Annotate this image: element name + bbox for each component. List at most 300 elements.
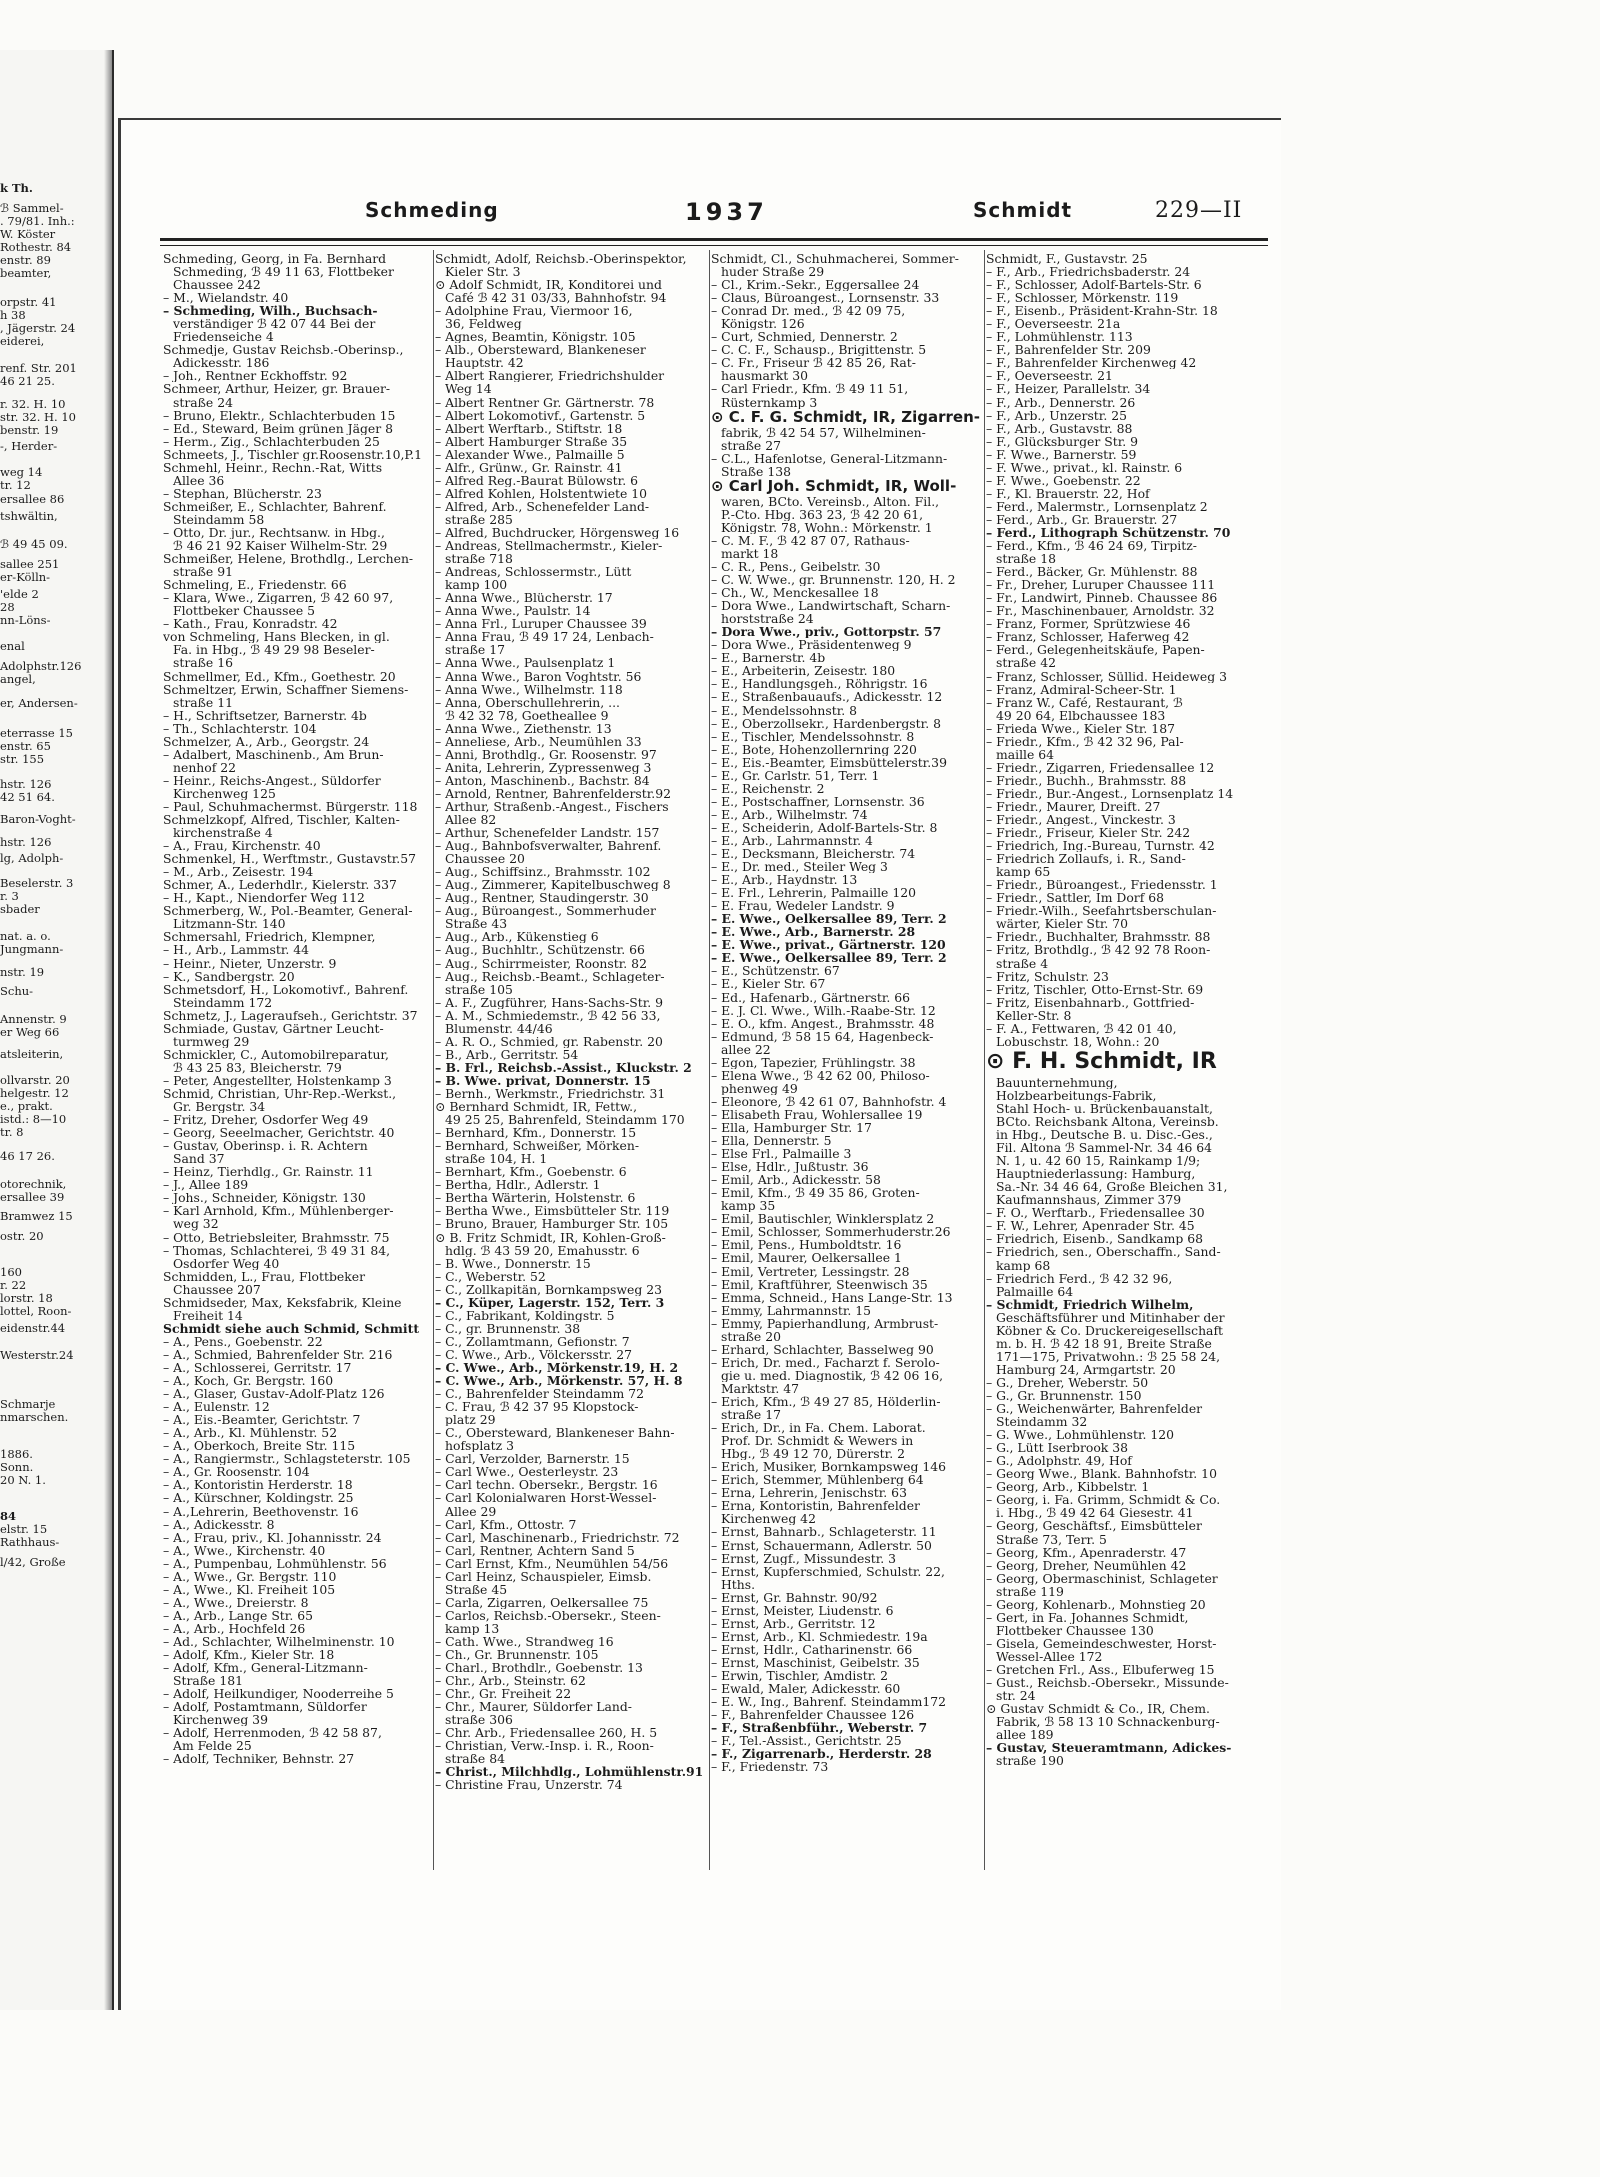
left-page-fragment: tr. 8: [0, 1125, 24, 1139]
column-3: [711, 252, 983, 1773]
directory-entry-line: – Alb., Obersteward, Blankeneser: [435, 343, 646, 357]
left-page-fragment: weg 14: [0, 465, 43, 479]
directory-entry-line: m. b. H. ℬ 42 18 91, Breite Straße: [996, 1336, 1212, 1350]
directory-entry-line: – Christian, Verw.-Insp. i. R., Roon-: [435, 1739, 654, 1753]
directory-entry-line: – E., Decksmann, Bleicherstr. 74: [711, 847, 916, 861]
left-page-fragment: lg, Adolph-: [0, 851, 64, 865]
directory-entry-line: – Andreas, Schlossermstr., Lütt: [435, 565, 632, 579]
directory-entry-line: – E. W., Ing., Bahrenf. Steindamm172: [711, 1695, 947, 1709]
directory-entry-line: – Heinr., Nieter, Unzerstr. 9: [163, 956, 337, 970]
directory-entry-line: turmweg 29: [173, 1034, 250, 1048]
directory-entry-line: weg 32: [173, 1217, 219, 1231]
directory-entry-line: – A., Schlosserei, Gerritstr. 17: [163, 1360, 352, 1375]
directory-entry-line: – Adolf, Kfm., Kieler Str. 18: [163, 1648, 335, 1662]
left-page-fragment: ℬ 49 45 09.: [0, 537, 68, 551]
directory-entry-line: – Anna Wwe., Ziethenstr. 13: [435, 721, 612, 735]
directory-entry-line: – Chr., Maurer, Süldorfer Land-: [435, 1700, 632, 1714]
directory-entry-line: – A., Arb., Lange Str. 65: [163, 1608, 313, 1622]
directory-entry-line: – F., Schlosser, Adolf-Bartels-Str. 6: [986, 278, 1202, 292]
directory-entry-line: in Hbg., Deutsche B. u. Disc.-Ges.,: [996, 1128, 1213, 1142]
directory-entry-line: – A. F., Zugführer, Hans-Sachs-Str. 9: [435, 995, 664, 1009]
directory-entry-line: – Carl, Verzolder, Barnerstr. 15: [435, 1452, 630, 1466]
directory-entry-line: – Anni, Brothdlg., Gr. Roosenstr. 97: [435, 747, 657, 761]
left-page-fragment: helgestr. 12: [0, 1086, 69, 1100]
left-page-fragment: benstr. 19: [0, 423, 59, 437]
directory-entry-line: – Anita, Lehrerin, Zypressenweg 3: [435, 760, 652, 774]
directory-entry-line: – Friedrich Ferd., ℬ 42 32 96,: [986, 1271, 1173, 1285]
directory-entry-line: Marktstr. 47: [721, 1381, 800, 1395]
directory-entry-line: – J., Allee 189: [163, 1178, 249, 1192]
left-page-fragment: lorstr. 18: [0, 1291, 53, 1305]
directory-entry-line: – Curt, Schmied, Dennerstr. 2: [711, 330, 898, 344]
directory-entry-line: straße 718: [445, 552, 513, 566]
directory-entry-line: hofsplatz 3: [445, 1439, 514, 1453]
directory-entry-line: – C. M. F., ℬ 42 87 07, Rathaus-: [711, 533, 910, 547]
directory-entry-line: – Ch., W., Menckesallee 18: [711, 586, 879, 600]
directory-entry-line: Weg 14: [445, 382, 492, 396]
directory-entry-line: kamp 65: [996, 865, 1051, 879]
directory-entry-line: – Agnes, Beamtin, Königstr. 105: [435, 330, 636, 344]
left-page-fragment: nat. a. o.: [0, 929, 51, 943]
directory-entry-line: Chaussee 242: [173, 278, 261, 292]
directory-entry-line: horststraße 24: [721, 612, 814, 626]
directory-entry-line: – G., Adolphstr. 49, Hof: [986, 1454, 1132, 1468]
directory-entry-line: straße 119: [996, 1584, 1064, 1598]
directory-entry-line: Schmeißer, Helene, Brothdlg., Lerchen-: [163, 552, 414, 566]
directory-entry-line: – Ernst, Zugf., Missundestr. 3: [711, 1551, 897, 1565]
directory-entry-line: – Klara, Wwe., Zigarren, ℬ 42 60 97,: [163, 591, 394, 605]
directory-entry-line: – G., Weichenwärter, Bahrenfelder: [986, 1402, 1203, 1416]
left-page-fragment: l/42, Große: [0, 1555, 66, 1569]
directory-entry-line: Schmeding, ℬ 49 11 63, Flottbeker: [173, 265, 394, 279]
directory-entry-line: – Ernst, Gr. Bahnstr. 90/92: [711, 1590, 878, 1604]
directory-entry-line: ℬ 43 25 83, Bleicherstr. 79: [173, 1060, 342, 1074]
directory-entry-line: – Albert Hamburger Straße 35: [435, 434, 628, 448]
directory-entry-line: Allee 82: [445, 813, 497, 827]
directory-entry-line: – A., Pumpenbau, Lohmühlenstr. 56: [163, 1556, 387, 1570]
directory-entry-line: straße 24: [173, 395, 233, 409]
directory-entry-line: – Carl Friedr., Kfm. ℬ 49 11 51,: [711, 382, 909, 396]
directory-entry-line: – Chr., Gr. Freiheit 22: [435, 1687, 572, 1701]
directory-entry-line: straße 4: [996, 956, 1049, 970]
directory-entry-line: – E., Barnerstr. 4b: [711, 651, 826, 665]
directory-entry-line: – Anneliese, Arb., Neumühlen 33: [435, 734, 642, 748]
directory-entry-line: – Friedrich, Ing.-Bureau, Turnstr. 42: [986, 839, 1215, 853]
directory-entry-line: Chaussee 207: [173, 1282, 261, 1296]
directory-entry-line: – A., Schmied, Bahrenfelder Str. 216: [163, 1347, 393, 1361]
directory-entry-line: – A., Oberkoch, Breite Str. 115: [163, 1439, 356, 1453]
left-page-fragment: 84: [0, 1509, 17, 1523]
directory-entry-line: – Emil, Kfm., ℬ 49 35 86, Groten-: [711, 1186, 920, 1200]
directory-entry-line: – Albert Rentner Gr. Gärtnerstr. 78: [435, 395, 655, 409]
directory-entry-line: – Erich, Dr., in Fa. Chem. Laborat.: [711, 1421, 926, 1435]
column-4: [986, 252, 1258, 1767]
directory-entry-line: straße 190: [996, 1754, 1064, 1768]
directory-entry-line: – Fr., Dreher, Luruper Chaussee 111: [986, 578, 1216, 592]
directory-entry-line: Schmenkel, H., Werftmstr., Gustavstr.57: [163, 852, 416, 866]
directory-entry-line: – E., Gr. Carlstr. 51, Terr. 1: [711, 768, 880, 782]
directory-entry-line: – Alexander Wwe., Palmaille 5: [435, 447, 625, 461]
directory-entry-line: – Alfr., Grünw., Gr. Rainstr. 41: [435, 460, 623, 474]
directory-entry-line: – Fr., Maschinenbauer, Arnoldstr. 32: [986, 604, 1215, 618]
directory-entry-line: – Anna Wwe., Blücherstr. 17: [435, 591, 613, 605]
directory-entry-line: Fabrik, ℬ 58 13 10 Schnackenburg-: [996, 1715, 1220, 1729]
directory-entry-line: – Ferd., Kfm., ℬ 46 24 69, Tirpitz-: [986, 539, 1197, 553]
directory-entry-line: – Aug., Zimmerer, Kapitelbuschweg 8: [435, 878, 671, 892]
directory-entry-line: 36, Feldweg: [445, 317, 522, 331]
directory-entry-line: ⊙ B. Fritz Schmidt, IR, Kohlen-Groß-: [435, 1230, 666, 1244]
directory-entry-line: – E., Kieler Str. 67: [711, 977, 826, 991]
directory-entry-line: – A., Adickesstr. 8: [163, 1517, 275, 1531]
directory-entry-line: – Friedr., Bur.-Angest., Lornsenplatz 14: [986, 786, 1234, 800]
left-page-fragment: lottel, Roon-: [0, 1304, 72, 1318]
directory-entry-line: Palmaille 64: [996, 1284, 1074, 1298]
directory-entry-line: – Otto, Dr. jur., Rechtsanw. in Hbg.,: [163, 525, 385, 540]
directory-entry-line: – A.,Lehrerin, Beethovenstr. 16: [163, 1504, 359, 1518]
directory-entry-line: Holzbearbeitungs-Fabrik,: [996, 1088, 1157, 1102]
directory-entry-line: – Anna Frl., Luruper Chaussee 39: [435, 617, 647, 631]
directory-entry-line: Am Felde 25: [173, 1739, 252, 1753]
left-page-fragment: e., prakt.: [0, 1099, 53, 1113]
directory-entry-line: – E., Arb., Wilhelmstr. 74: [711, 807, 868, 821]
directory-entry-line: – B., Arb., Gerritstr. 54: [435, 1047, 579, 1061]
directory-entry-line: – Emil, Pens., Humboldtstr. 16: [711, 1238, 902, 1252]
directory-entry-line: Schmickler, C., Automobilreparatur,: [163, 1047, 389, 1061]
left-page-fragment: Westerstr.24: [0, 1348, 74, 1362]
directory-entry-line: straße 105: [445, 982, 513, 996]
directory-entry-line: Schmedje, Gustav Reichsb.-Oberinsp.,: [163, 343, 404, 357]
directory-entry-line: – C. Frau, ℬ 42 37 95 Klopstock-: [435, 1400, 639, 1414]
directory-entry-line: – Paul, Schuhmachermst. Bürgerstr. 118: [163, 799, 418, 814]
directory-entry-line: – Fr., Landwirt, Pinneb. Chaussee 86: [986, 591, 1218, 605]
directory-entry-line: ⊙ Adolf Schmidt, IR, Konditorei und: [435, 278, 662, 292]
directory-entry-line: – F., Lohmühlenstr. 113: [986, 330, 1133, 344]
directory-entry-line: – Elena Wwe., ℬ 42 62 00, Philoso-: [711, 1068, 930, 1082]
directory-entry-line: – Friedr., Kfm., ℬ 42 32 96, Pal-: [986, 734, 1184, 748]
directory-entry-line: Geschäftsführer und Mitinhaber der: [996, 1310, 1225, 1324]
directory-entry-line: Chaussee 20: [445, 852, 525, 866]
directory-entry-line: – Ed., Hafenarb., Gärtnerstr. 66: [711, 990, 911, 1004]
head-last-name: Schmidt: [973, 198, 1073, 222]
directory-entry-line: Kieler Str. 3: [445, 265, 521, 279]
left-page-edge: [0, 50, 114, 2010]
directory-entry-line: – E., Bote, Hohenzollernring 220: [711, 742, 917, 756]
directory-entry-line: – A., Eulenstr. 12: [163, 1400, 270, 1414]
directory-entry-line: – Eleonore, ℬ 42 61 07, Bahnhofstr. 4: [711, 1094, 947, 1108]
book-gutter: [104, 50, 112, 2010]
directory-entry-line: – Heinz, Tierhdlg., Gr. Rainstr. 11: [163, 1165, 374, 1179]
directory-entry-line: – Bernhart, Kfm., Goebenstr. 6: [435, 1165, 627, 1179]
directory-entry-line: – E. O., kfm. Angest., Brahmsstr. 48: [711, 1016, 935, 1030]
directory-entry-line: – Christine Frau, Unzerstr. 74: [435, 1778, 623, 1792]
directory-entry-line: – Aug., Arb., Kükenstieg 6: [435, 930, 599, 944]
left-page-fragment: h 38: [0, 308, 26, 322]
directory-entry-line: Osdorfer Weg 40: [173, 1256, 280, 1270]
directory-entry-line: – Carlos, Reichsb.-Obersekr., Steen-: [435, 1608, 661, 1622]
directory-entry-line: – Anna Wwe., Baron Voghtstr. 56: [435, 669, 642, 683]
directory-entry-line: – Gust., Reichsb.-Obersekr., Missunde-: [986, 1676, 1229, 1690]
directory-entry-line: – Emmy, Lahrmannstr. 15: [711, 1303, 872, 1317]
left-page-fragment: 160: [0, 1265, 22, 1279]
directory-entry-line: Kaufmannshaus, Zimmer 379: [996, 1193, 1182, 1207]
directory-entry-line: – Johs., Schneider, Königstr. 130: [163, 1191, 366, 1205]
directory-entry-line: Steindamm 32: [996, 1415, 1088, 1429]
directory-entry-line: – Ferd., Bäcker, Gr. Mühlenstr. 88: [986, 565, 1198, 579]
directory-entry-line: phenweg 49: [721, 1081, 798, 1095]
directory-entry-line: – G. Wwe., Lohmühlenstr. 120: [986, 1428, 1175, 1442]
directory-entry-line: – C., Obersteward, Blankeneser Bahn-: [435, 1426, 675, 1440]
directory-entry-line: – Ernst, Meister, Liudenstr. 6: [711, 1603, 894, 1617]
directory-entry-line: – Carla, Zigarren, Oelkersallee 75: [435, 1595, 649, 1609]
directory-entry-line: – Dora Wwe., Landwirtschaft, Scharn-: [711, 599, 951, 613]
directory-entry-line: – E., Tischler, Mendelssohnstr. 8: [711, 729, 915, 743]
directory-entry-line: – Ernst, Hdlr., Catharinenstr. 66: [711, 1642, 913, 1656]
directory-entry-line: – Ed., Steward, Beim grünen Jäger 8: [163, 421, 393, 435]
directory-entry-line: straße 17: [721, 1408, 781, 1422]
directory-entry-line: wärter, Kieler Str. 70: [996, 917, 1129, 931]
directory-entry-line: – Ernst, Arb., Kl. Schmiedestr. 19a: [711, 1629, 928, 1643]
directory-entry-line: waren, BCto. Vereinsb., Alton. Fil.,: [721, 494, 940, 508]
directory-entry-line: – Adolf, Kfm., General-Litzmann-: [163, 1661, 368, 1675]
directory-entry-line: – Franz, Admiral-Scheer-Str. 1: [986, 682, 1177, 696]
directory-entry-line: Blumenstr. 44/46: [445, 1021, 553, 1035]
directory-entry-line: Rüsternkamp 3: [721, 395, 818, 409]
left-page-fragment: Adolphstr.126: [0, 659, 82, 673]
directory-entry-line: – E. Frau, Wedeler Landstr. 9: [711, 899, 895, 913]
directory-entry-line: – Herm., Zig., Schlachterbuden 25: [163, 434, 380, 448]
directory-entry-line: Steindamm 172: [173, 995, 273, 1009]
left-page-fragment: er-Kölln-: [0, 570, 51, 584]
running-head: [125, 198, 1270, 228]
left-page-fragment: ersallee 39: [0, 1190, 65, 1204]
directory-entry-line: – Ewald, Maler, Adickesstr. 60: [711, 1682, 901, 1696]
directory-entry-line: – Georg, Geschäftsf., Eimsbütteler: [986, 1519, 1202, 1533]
directory-entry-line: – Georg, Dreher, Neumühlen 42: [986, 1558, 1187, 1572]
directory-entry-line: – F., Arb., Gustavstr. 88: [986, 421, 1133, 435]
directory-entry-line: – C., Zollamtmann, Gefionstr. 7: [435, 1334, 630, 1348]
directory-entry-line: – F., Kl. Brauerstr. 22, Hof: [986, 486, 1150, 500]
directory-entry-line: Schmidt, Cl., Schuhmacherei, Sommer-: [711, 252, 959, 266]
directory-entry-line: – H., Arb., Lammstr. 44: [163, 943, 310, 957]
directory-entry-line: Kirchenweg 39: [173, 1713, 268, 1727]
directory-entry-line: Straße 181: [173, 1674, 243, 1688]
directory-entry-line: ⊙ Bernhard Schmidt, IR, Fettw.,: [435, 1100, 638, 1114]
directory-entry-line: – Bernh., Werkmstr., Friedrichstr. 31: [435, 1087, 666, 1101]
directory-entry-line: – Alfred Kohlen, Holstentwiete 10: [435, 486, 648, 500]
directory-entry-line: – F. A., Fettwaren, ℬ 42 01 40,: [986, 1021, 1177, 1035]
directory-entry-line: – Gretchen Frl., Ass., Elbuferweg 15: [986, 1662, 1215, 1677]
directory-entry-line: hdlg. ℬ 43 59 20, Emahusstr. 6: [445, 1243, 640, 1257]
directory-entry-line: – C. W. Wwe., gr. Brunnenstr. 120, H. 2: [711, 573, 956, 587]
directory-entry-line: – A. R. O., Schmied, gr. Rabenstr. 20: [435, 1034, 663, 1048]
directory-entry-line: – Georg Wwe., Blank. Bahnhofstr. 10: [986, 1467, 1217, 1481]
directory-entry-line: Hbg., ℬ 49 12 70, Dürerstr. 2: [721, 1447, 905, 1461]
directory-entry-line: – A., Arb., Kl. Mühlenstr. 52: [163, 1426, 338, 1440]
directory-entry-line: ⊙ F. H. Schmidt, IR: [986, 1048, 1217, 1074]
directory-entry-line: – Franz, Schlosser, Haferweg 42: [986, 630, 1190, 644]
directory-entry-line: Schmeltzer, Erwin, Schaffner Siemens-: [163, 682, 409, 696]
directory-entry-line: – A., Arb., Hochfeld 26: [163, 1621, 306, 1635]
left-page-fragment: W. Köster: [0, 227, 56, 241]
left-page-fragment: nn-Löns-: [0, 613, 51, 627]
directory-entry-line: Gr. Bergstr. 34: [173, 1100, 266, 1114]
directory-entry-line: straße 285: [445, 512, 513, 526]
directory-entry-line: Straße 138: [721, 464, 791, 478]
directory-entry-line: ⊙ C. F. G. Schmidt, IR, Zigarren-: [711, 408, 980, 426]
left-page-fragment: orpstr. 41: [0, 295, 57, 309]
directory-entry-line: – Else, Hdlr., Jußtustr. 36: [711, 1160, 869, 1174]
directory-entry-line: – A., Kontoristin Herderstr. 18: [163, 1478, 353, 1492]
directory-entry-line: – A., Rangiermstr., Schlagsteterstr. 105: [163, 1452, 411, 1466]
head-rule-thin: [160, 245, 1268, 246]
directory-entry-line: Stahl Hoch- u. Brückenbauanstalt,: [996, 1101, 1213, 1115]
directory-entry-line: – Aug., Buchhltr., Schützenstr. 66: [435, 943, 645, 957]
directory-entry-line: allee 22: [721, 1042, 771, 1056]
directory-entry-line: – Erna, Kontoristin, Bahrenfelder: [711, 1499, 920, 1513]
directory-entry-line: – Carl, Maschinenarb., Friedrichstr. 72: [435, 1530, 680, 1544]
directory-entry-line: – G., Gr. Brunnenstr. 150: [986, 1388, 1142, 1403]
directory-entry-line: platz 29: [445, 1413, 496, 1427]
directory-entry-line: – Claus, Büroangest., Lornsenstr. 33: [711, 291, 940, 305]
directory-entry-line: Keller-Str. 8: [996, 1008, 1072, 1022]
directory-entry-line: hausmarkt 30: [721, 369, 808, 383]
directory-entry-line: straße 104, H. 1: [445, 1152, 548, 1166]
directory-entry-line: – F., Friedenstr. 73: [711, 1760, 829, 1774]
left-page-fragment: eidenstr.44: [0, 1321, 66, 1335]
directory-entry-line: Hauptniederlassung: Hamburg,: [996, 1167, 1196, 1181]
directory-entry-line: – Georg, Kfm., Apenraderstr. 47: [986, 1545, 1187, 1559]
directory-entry-line: – C., Weberstr. 52: [435, 1269, 546, 1283]
left-page-fragment: atsleiterin,: [0, 1047, 64, 1061]
left-page-fragment: Schu-: [0, 984, 34, 998]
directory-entry-line: – Adolf, Postamtmann, Süldorfer: [163, 1700, 367, 1714]
directory-entry-line: – G., Lütt Iserbrook 38: [986, 1441, 1129, 1455]
directory-entry-line: – F., Arb., Unzerstr. 25: [986, 408, 1127, 422]
directory-entry-line: – A., Frau, priv., Kl. Johannisstr. 24: [163, 1530, 382, 1544]
directory-entry-line: straße 16: [173, 656, 233, 670]
directory-entry-line: – Ernst, Schauermann, Adlerstr. 50: [711, 1538, 932, 1552]
directory-entry-line: – Adolf, Techniker, Behnstr. 27: [163, 1752, 355, 1766]
directory-entry-line: – Friedr., Zigarren, Friedensallee 12: [986, 760, 1215, 774]
left-page-fragment: ersallee 86: [0, 492, 65, 506]
left-page-fragment: tr. 12: [0, 478, 31, 492]
directory-entry-line: Straße 43: [445, 917, 508, 931]
directory-entry-line: P.-Cto. Hbg. 363 23, ℬ 42 20 61,: [721, 507, 924, 521]
left-page-fragment: 'elde 2: [0, 587, 39, 601]
directory-entry-line: – Chr., Arb., Steinstr. 62: [435, 1674, 586, 1688]
directory-entry-line: – Emma, Schneid., Hans Lange-Str. 13: [711, 1290, 953, 1304]
directory-entry-line: – Anton, Maschinenb., Bachstr. 84: [435, 773, 650, 787]
directory-entry-line: kamp 35: [721, 1199, 776, 1213]
directory-entry-line: – F., Heizer, Parallelstr. 34: [986, 382, 1151, 396]
directory-entry-line: – Elisabeth Frau, Wohlersallee 19: [711, 1107, 923, 1121]
directory-entry-line: – Stephan, Blücherstr. 23: [163, 486, 322, 500]
directory-entry-line: – Friedr.-Wilh., Seefahrtsberschulan-: [986, 904, 1217, 918]
directory-entry-line: straße 306: [445, 1713, 513, 1727]
directory-entry-line: – E., Handlungsgeh., Röhrigstr. 16: [711, 677, 928, 691]
directory-entry-line: – A., Wwe., Dreierstr. 8: [163, 1595, 309, 1609]
directory-entry-line: 171—175, Privatwohn.: ℬ 25 58 24,: [996, 1349, 1221, 1363]
directory-entry-line: Sand 37: [173, 1152, 225, 1166]
directory-entry-line: Adickesstr. 186: [173, 356, 270, 370]
directory-entry-line: von Schmeling, Hans Blecken, in gl.: [163, 630, 390, 644]
directory-entry-line: – A., Eis.-Beamter, Gerichtstr. 7: [163, 1413, 361, 1427]
column-1: [163, 252, 435, 1765]
directory-entry-line: – C. Wwe., Arb., Mörkenstr. 57, H. 8: [435, 1374, 683, 1388]
directory-entry-line: – Ferd., Lithograph Schützenstr. 70: [986, 525, 1231, 540]
directory-entry-line: – Bertha Wärterin, Holstenstr. 6: [435, 1191, 636, 1205]
directory-entry-line: – Georg, Obermaschinist, Schlageter: [986, 1571, 1218, 1585]
directory-entry-line: Schmidseder, Max, Keksfabrik, Kleine: [163, 1295, 402, 1309]
directory-entry-line: – Aug., Bahnbofsverwalter, Bahrenf.: [435, 839, 662, 853]
left-page-fragment: str. 32. H. 10: [0, 410, 76, 424]
directory-entry-line: – F., Arb., Dennerstr. 26: [986, 395, 1136, 409]
directory-entry-line: – F., Tel.-Assist., Gerichtstr. 25: [711, 1734, 902, 1748]
directory-entry-line: – Ferd., Malermstr., Lornsenplatz 2: [986, 499, 1208, 513]
directory-entry-line: – Georg, Kohlenarb., Mohnstieg 20: [986, 1597, 1206, 1611]
directory-entry-line: Schmidt, F., Gustavstr. 25: [986, 252, 1148, 266]
column-divider: [984, 250, 985, 1870]
left-page-fragment: enstr. 65: [0, 739, 51, 753]
directory-entry-line: Flottbeker Chaussee 130: [996, 1623, 1154, 1637]
directory-entry-line: – F., Oeverseestr. 21a: [986, 317, 1121, 331]
directory-entry-line: Köbner & Co. Druckereigesellschaft: [996, 1323, 1224, 1337]
directory-entry-line: Hths.: [721, 1577, 756, 1591]
directory-entry-line: Schmeets, J., Tischler gr.Roosenstr.10,P.1: [163, 447, 423, 461]
directory-entry-line: Allee 36: [173, 473, 225, 487]
directory-entry-line: Schmer, A., Lederhdlr., Kielerstr. 337: [163, 878, 397, 892]
directory-entry-line: – Otto, Betriebsleiter, Brahmsstr. 75: [163, 1230, 390, 1244]
directory-entry-line: – Arthur, Straßenb.-Angest., Fischers: [435, 799, 669, 814]
directory-entry-line: – Frieda Wwe., Kieler Str. 187: [986, 721, 1175, 735]
directory-entry-line: Schmid, Christian, Uhr-Rep.-Werkst.,: [163, 1087, 397, 1101]
directory-entry-line: – G., Dreher, Weberstr. 50: [986, 1375, 1149, 1389]
left-page-fragment: str. 155: [0, 752, 45, 766]
directory-entry-line: – Bruno, Elektr., Schlachterbuden 15: [163, 408, 396, 422]
directory-entry-line: – F. Wwe., privat., kl. Rainstr. 6: [986, 460, 1183, 474]
directory-entry-line: – Friedrich, Eisenb., Sandkamp 68: [986, 1232, 1204, 1246]
directory-entry-line: Bauunternehmung,: [996, 1075, 1118, 1089]
directory-entry-line: – Ferd., Arb., Gr. Brauerstr. 27: [986, 512, 1178, 526]
directory-entry-line: Schmelzer, A., Arb., Georgstr. 24: [163, 734, 370, 748]
left-page-fragment: -, Herder-: [0, 439, 58, 453]
directory-entry-line: straße 91: [173, 565, 233, 579]
head-first-name: Schmeding: [365, 198, 499, 222]
directory-entry-line: kamp 13: [445, 1621, 500, 1635]
directory-entry-line: – C., Zollkapitän, Bornkampsweg 23: [435, 1282, 662, 1296]
left-page-fragment: r. 3: [0, 889, 19, 903]
left-page-fragment: Baron-Voght-: [0, 812, 76, 826]
directory-entry-line: – B. Wwe., Donnerstr. 15: [435, 1256, 591, 1270]
directory-entry-line: – E., Schützenstr. 67: [711, 964, 840, 978]
directory-entry-line: – F. O., Werftarb., Friedensallee 30: [986, 1206, 1205, 1220]
directory-entry-line: Schmeling, E., Friedenstr. 66: [163, 578, 347, 592]
directory-entry-line: – Arthur, Schenefelder Landstr. 157: [435, 826, 660, 840]
directory-entry-line: – Peter, Angestellter, Holstenkamp 3: [163, 1073, 392, 1087]
directory-entry-line: – Alfred Reg.-Baurat Bülowstr. 6: [435, 473, 638, 487]
directory-entry-line: – C., Fabrikant, Koldingstr. 5: [435, 1308, 615, 1322]
directory-entry-line: verständiger ℬ 42 07 44 Bei der: [173, 317, 376, 331]
directory-entry-line: – Ernst, Arb., Gerritstr. 12: [711, 1616, 876, 1630]
directory-entry-line: – Carl, Rentner, Achtern Sand 5: [435, 1543, 635, 1557]
directory-entry-line: – E., Eis.-Beamter, Eimsbüttelerstr.39: [711, 755, 947, 769]
directory-entry-line: straße 20: [721, 1329, 781, 1343]
directory-entry-line: – E., Dr. med., Steiler Weg 3: [711, 860, 888, 874]
directory-entry-line: – A., Wwe., Kirchenstr. 40: [163, 1543, 326, 1557]
directory-entry-line: – Egon, Tapezier, Frühlingstr. 38: [711, 1055, 916, 1069]
directory-entry-line: – Else Frl., Palmaille 3: [711, 1147, 852, 1161]
directory-entry-line: – A., Gr. Roosenstr. 104: [163, 1465, 310, 1479]
